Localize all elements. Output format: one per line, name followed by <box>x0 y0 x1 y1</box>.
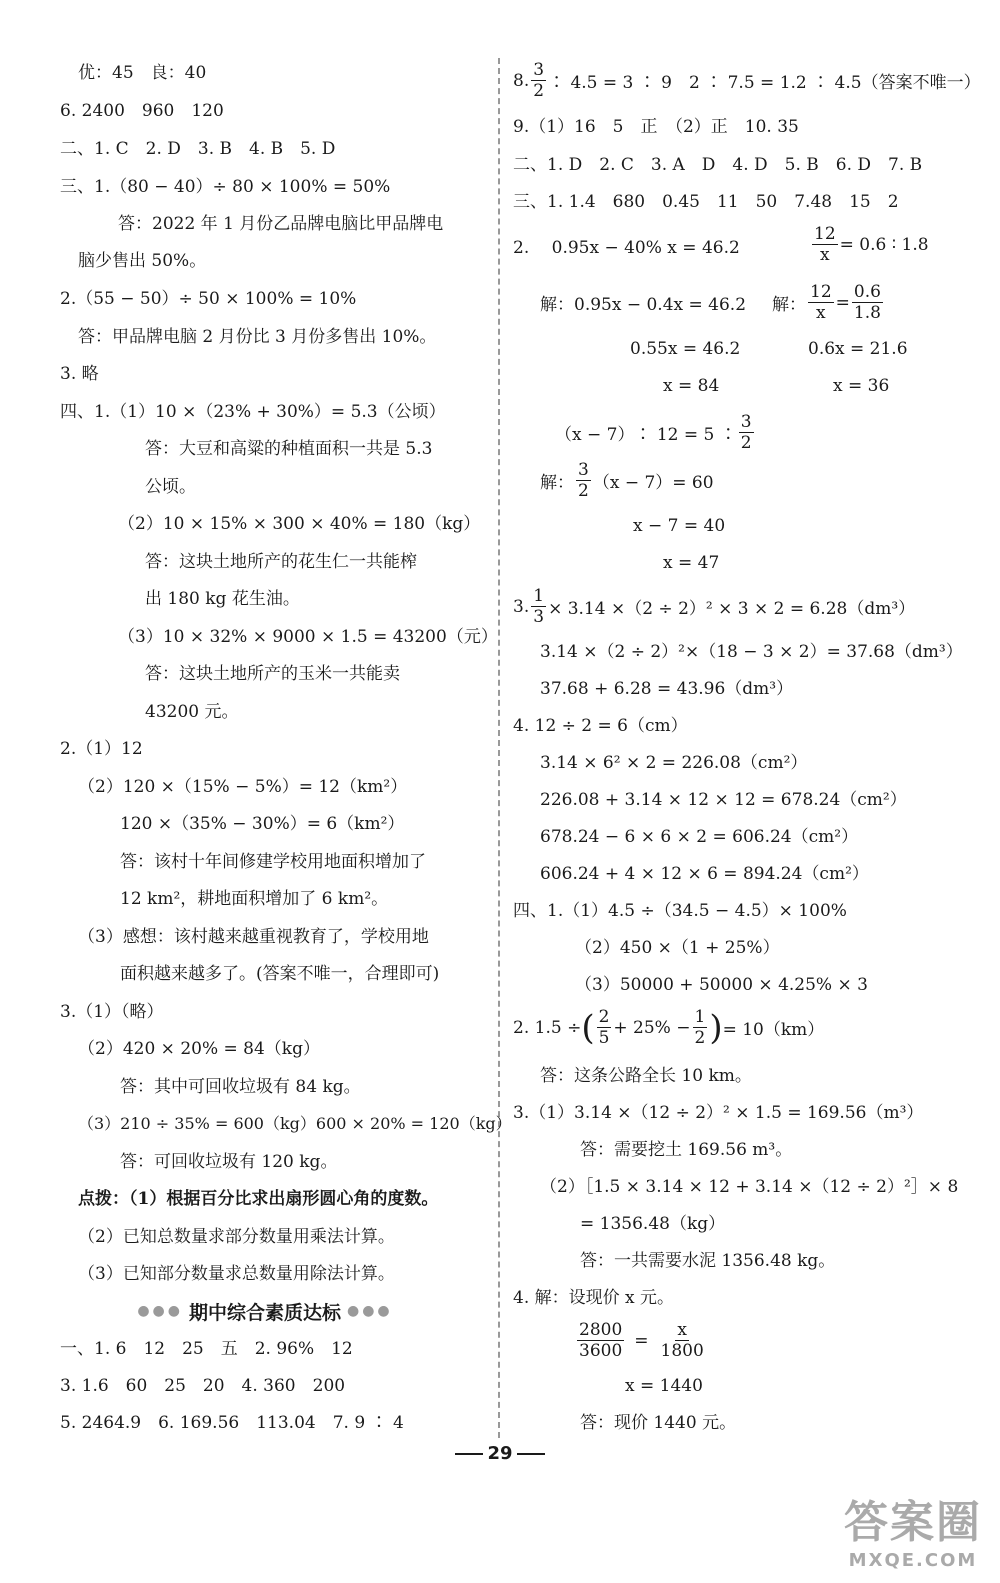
answer-line: 公顷。 <box>145 477 196 497</box>
fraction <box>808 282 834 323</box>
answer-line: 答：该村十年间修建学校用地面积增加了 <box>120 852 426 872</box>
page-rule <box>517 1453 545 1455</box>
section-title <box>120 1296 410 1326</box>
answer-line <box>513 60 981 101</box>
answer-line: 43200 元。 <box>145 702 239 722</box>
solution-line: 0.55x = 46.2 <box>630 339 741 359</box>
denominator: 1800 <box>660 1341 704 1361</box>
denominator: 5 <box>598 1028 610 1048</box>
denominator: 2 <box>533 81 545 101</box>
solution-line: 0.6x = 21.6 <box>808 339 908 359</box>
expression: （x − 7）= 60 <box>592 473 714 493</box>
solution-line <box>772 282 885 323</box>
answer-line: 优：45 良：40 <box>78 63 207 83</box>
denominator: 2 <box>578 481 589 501</box>
answer-line: （3）50000 + 50000 × 4.25% × 3 <box>575 975 868 995</box>
answer-line: 一、1. 6 12 25 五 2. 96% 12 <box>60 1339 353 1359</box>
answer-line: 三、1.（80 − 40）÷ 80 × 100% = 50% <box>60 177 391 197</box>
numerator: x <box>677 1320 687 1340</box>
fraction <box>597 1007 612 1048</box>
fraction <box>577 1320 624 1361</box>
solve-label: 解： <box>540 473 574 493</box>
answer-line: 3. 略 <box>60 364 99 384</box>
expression: = 0.6 ∶ 1.8 <box>839 234 929 255</box>
expression: = 10（km） <box>722 1020 825 1040</box>
answer-line: 3. 1.6 60 25 20 4. 360 200 <box>60 1376 346 1396</box>
answer-line: 37.68 + 6.28 = 43.96（dm³） <box>540 679 794 699</box>
answer-line: 120 ×（35% − 30%）= 6（km²） <box>120 814 405 834</box>
answer-line <box>513 586 915 627</box>
answer-line: 二、1. C 2. D 3. B 4. B 5. D <box>60 139 336 159</box>
equals: = <box>634 1330 649 1351</box>
answer-line: 606.24 + 4 × 12 × 6 = 894.24（cm²） <box>540 864 869 884</box>
answer-line: 答：这条公路全长 10 km。 <box>540 1066 752 1086</box>
answer-line: （2）420 × 20% = 84（kg） <box>78 1039 320 1059</box>
denominator: 2 <box>694 1028 706 1048</box>
expression: × 3.14 ×（2 ÷ 2）² × 3 × 2 = 6.28（dm³） <box>548 599 916 619</box>
answer-line: 四、1.（1）10 ×（23% + 30%）= 5.3（公顷） <box>60 402 446 422</box>
corner-watermark <box>844 1486 982 1571</box>
answer-line: 3.（1）3.14 ×（12 ÷ 2）² × 1.5 = 169.56（m³） <box>513 1103 924 1123</box>
answer-line: 答：这块土地所产的玉米一共能卖 <box>145 664 400 684</box>
answer-line: = 1356.48（kg） <box>580 1214 726 1234</box>
q-number: 8. <box>513 70 530 91</box>
expression: 2. 1.5 ÷ <box>513 1017 582 1038</box>
page-number-text: 29 <box>487 1443 513 1464</box>
page-number <box>440 1443 560 1464</box>
answer-line: 678.24 − 6 × 6 × 2 = 606.24（cm²） <box>540 827 859 847</box>
answer-line: 3.14 × 6² × 2 = 226.08（cm²） <box>540 753 808 773</box>
answer-line: 4. 12 ÷ 2 = 6（cm） <box>513 716 688 736</box>
answer-line: 3.（1）（略） <box>60 1002 164 1022</box>
answer-line: 答：可回收垃圾有 120 kg。 <box>120 1152 338 1172</box>
solution-line: x − 7 = 40 <box>633 516 726 536</box>
answer-line: 12 km²，耕地面积增加了 6 km²。 <box>120 889 389 909</box>
page-rule <box>455 1453 483 1455</box>
fraction <box>659 1320 706 1361</box>
fraction <box>693 1007 708 1048</box>
solution-line: x = 36 <box>833 376 890 396</box>
answer-line: 四、1.（1）4.5 ÷（34.5 − 4.5）× 100% <box>513 901 847 921</box>
denominator: 3600 <box>579 1341 623 1361</box>
expression: ∶ 4.5 = 3 ∶ 9 2 ∶ 7.5 = 1.2 ∶ 4.5（答案不唯一） <box>548 73 981 93</box>
tip-line: 点拨：（1）根据百分比求出扇形圆心角的度数。 <box>78 1189 439 1209</box>
solve-label: 解： <box>772 295 806 315</box>
answer-line: 答：现价 1440 元。 <box>580 1413 737 1433</box>
answer-line: 3.14 ×（2 ÷ 2）²×（18 − 3 × 2）= 37.68（dm³） <box>540 642 963 662</box>
answer-line: 答：大豆和高粱的种植面积一共是 5.3 <box>145 439 433 459</box>
solution-line: x = 47 <box>663 553 720 573</box>
numerator: 3 <box>533 60 545 80</box>
answer-line: 出 180 kg 花生油。 <box>145 589 300 609</box>
corner-watermark-title: 答案圈 <box>844 1497 982 1548</box>
q-number: 3. <box>513 596 530 617</box>
numerator: 0.6 <box>853 282 881 302</box>
denominator: 1.8 <box>853 303 881 323</box>
answer-line: 脑少售出 50%。 <box>78 251 207 271</box>
answer-line: 答：其中可回收垃圾有 84 kg。 <box>120 1077 361 1097</box>
equation: 2. 0.95x − 40% x = 46.2 <box>513 238 740 258</box>
decorative-dots-icon: ●●● <box>137 1303 183 1319</box>
expression: + 25% − <box>613 1017 691 1038</box>
answer-line: 2.（1）12 <box>60 739 143 759</box>
fraction <box>576 460 591 501</box>
denominator: x <box>820 245 830 265</box>
answer-line: 三、1. 1.4 680 0.45 11 50 7.48 15 2 <box>513 192 899 212</box>
equation <box>810 224 929 265</box>
answer-line: （2）120 ×（15% − 5%）= 12（km²） <box>78 777 408 797</box>
fraction <box>531 60 546 101</box>
solution-line: x = 1440 <box>625 1376 703 1396</box>
equation <box>555 412 756 453</box>
answer-line: （2）450 ×（1 + 25%） <box>575 938 780 958</box>
answer-line <box>513 1007 824 1048</box>
answer-line: 2.（55 − 50）÷ 50 × 100% = 10% <box>60 289 357 309</box>
numerator: 2800 <box>579 1320 623 1340</box>
corner-watermark-url: MXQE.COM <box>848 1550 978 1571</box>
solution-line <box>540 460 714 501</box>
equation <box>575 1320 708 1361</box>
denominator: x <box>816 303 826 323</box>
column-divider <box>498 58 500 1438</box>
answer-line: 二、1. D 2. C 3. A D 4. D 5. B 6. D 7. B <box>513 155 923 175</box>
answer-line: 答：这块土地所产的花生仁一共能榨 <box>145 552 417 572</box>
denominator: 2 <box>740 433 752 453</box>
answer-line: （3）210 ÷ 35% = 600（kg）600 × 20% = 120（kg） <box>78 1114 512 1133</box>
fraction <box>739 412 754 453</box>
equals: = <box>835 292 850 313</box>
tip-line: （3）已知部分数量求总数量用除法计算。 <box>78 1264 395 1284</box>
numerator: 2 <box>598 1007 610 1027</box>
answer-line: 4. 解：设现价 x 元。 <box>513 1288 675 1308</box>
answer-line: 面积越来越多了。(答案不唯一，合理即可) <box>120 964 440 984</box>
numerator: 12 <box>814 224 836 244</box>
answer-line: 5. 2464.9 6. 169.56 113.04 7. 9 ∶ 4 <box>60 1413 404 1433</box>
paren-open: ( <box>581 1007 595 1048</box>
numerator: 1 <box>694 1007 706 1027</box>
answer-line: （2）［1.5 × 3.14 × 12 + 3.14 ×（12 ÷ 2）²］× 8 <box>540 1177 959 1197</box>
answer-line: 226.08 + 3.14 × 12 × 12 = 678.24（cm²） <box>540 790 907 810</box>
paren-close: ) <box>709 1007 723 1048</box>
answer-line: 答：2022 年 1 月份乙品牌电脑比甲品牌电 <box>118 214 444 234</box>
fraction <box>852 282 883 323</box>
fraction <box>531 586 546 627</box>
answer-line: 答：需要挖土 169.56 m³。 <box>580 1140 793 1160</box>
answer-line: 答：一共需要水泥 1356.48 kg。 <box>580 1251 836 1271</box>
answer-line: 6. 2400 960 120 <box>60 101 224 121</box>
solution-line: 解：0.95x − 0.4x = 46.2 <box>540 295 747 315</box>
numerator: 12 <box>810 282 832 302</box>
decorative-dots-icon: ●●● <box>347 1303 393 1319</box>
numerator: 1 <box>533 586 545 606</box>
answer-line: （3）感想：该村越来越重视教育了，学校用地 <box>78 927 429 947</box>
solution-line: x = 84 <box>663 376 720 396</box>
answer-line: （2）10 × 15% × 300 × 40% = 180（kg） <box>118 514 481 534</box>
denominator: 3 <box>533 607 545 627</box>
numerator: 3 <box>740 412 752 432</box>
fraction <box>812 224 838 265</box>
section-title-text: 期中综合素质达标 <box>188 1301 341 1324</box>
answer-line: 答：甲品牌电脑 2 月份比 3 月份多售出 10%。 <box>78 327 437 347</box>
answer-line: 9.（1）16 5 正 （2）正 10. 35 <box>513 117 799 137</box>
expression: （x − 7）∶ 12 = 5 ∶ <box>555 425 737 445</box>
answer-line: （3）10 × 32% × 9000 × 1.5 = 43200（元） <box>118 627 498 647</box>
tip-line: （2）已知总数量求部分数量用乘法计算。 <box>78 1227 395 1247</box>
numerator: 3 <box>578 460 589 480</box>
